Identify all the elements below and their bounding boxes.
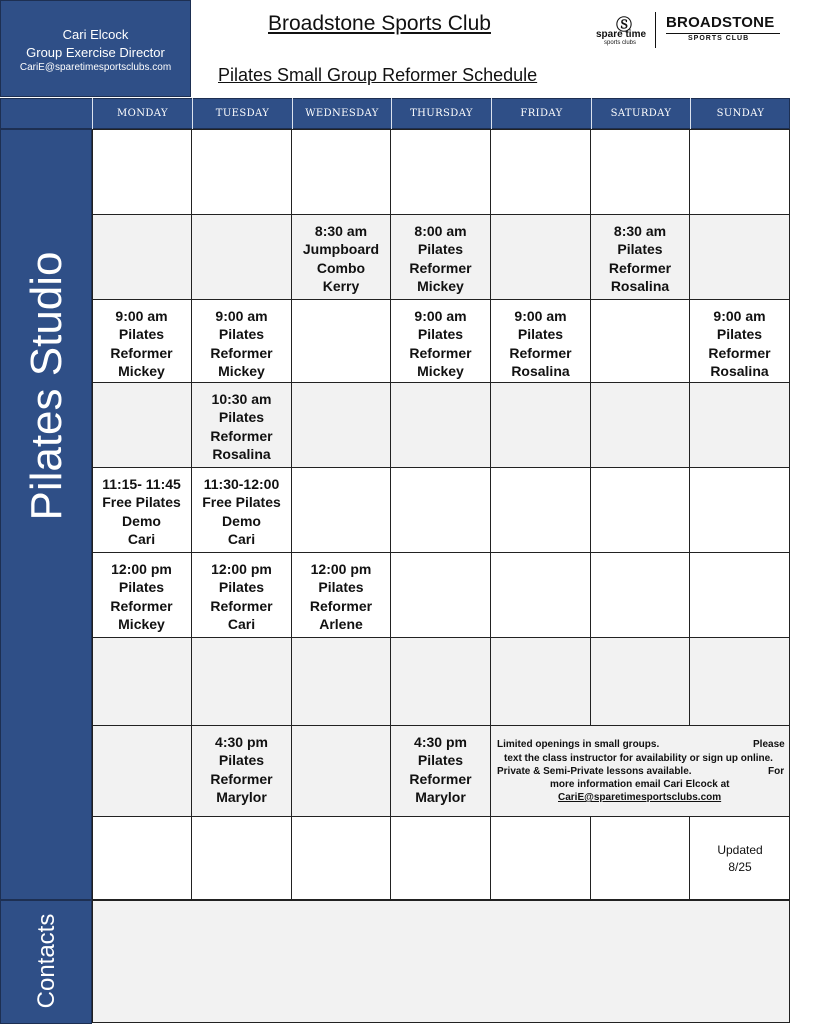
schedule-cell-tuesday-row9 bbox=[192, 817, 292, 900]
schedule-cell-wednesday-row8 bbox=[292, 726, 391, 817]
contact-title: Group Exercise Director bbox=[26, 45, 165, 60]
class-line: Rosalina bbox=[511, 362, 570, 379]
schedule-cell-friday-row2 bbox=[491, 215, 591, 300]
spare-time-text: spare time bbox=[596, 29, 647, 40]
updated-date: 8/25 bbox=[728, 860, 752, 874]
contact-email[interactable]: CariE@sparetimesportsclubs.com bbox=[19, 62, 172, 73]
schedule-cell-saturday-row5 bbox=[591, 468, 690, 553]
schedule-cell-tuesday-row8 bbox=[192, 726, 292, 817]
class-line: 9:00 am bbox=[115, 308, 168, 324]
class-line: Reformer bbox=[409, 770, 472, 787]
contact-box bbox=[0, 0, 191, 97]
class-line: 12:00 pm bbox=[310, 561, 372, 577]
schedule-cell-friday-row9 bbox=[491, 817, 591, 900]
note-email-link[interactable]: CariE@sparetimesportsclubs.com bbox=[558, 792, 722, 803]
class-line: 4:30 pm bbox=[215, 734, 268, 750]
schedule-cell-thursday-row2 bbox=[391, 215, 491, 300]
schedule-cell-wednesday-row7 bbox=[292, 638, 391, 726]
class-line: Pilates bbox=[118, 579, 165, 596]
class-line: Rosalina bbox=[610, 277, 670, 294]
class-line: 11:30-12:00 bbox=[203, 476, 280, 492]
updated-label: Updated bbox=[717, 843, 763, 857]
class-line: 9:00 am bbox=[215, 308, 268, 324]
class-line: 9:00 am bbox=[414, 308, 467, 324]
class-line: 12:00 pm bbox=[111, 561, 172, 577]
class-line: Pilates bbox=[417, 241, 464, 258]
schedule-cell-tuesday-row5 bbox=[192, 468, 292, 553]
class-line: Reformer bbox=[110, 344, 173, 361]
logo-divider bbox=[655, 12, 656, 48]
class-line: Reformer bbox=[309, 597, 373, 614]
class-line: 8:30 am bbox=[314, 223, 368, 239]
schedule-cell-wednesday-row3 bbox=[292, 300, 391, 383]
schedule-cell-wednesday-row2 bbox=[292, 215, 391, 300]
class-line: 9:00 am bbox=[713, 308, 766, 324]
class-line: Cari bbox=[227, 615, 256, 632]
class-line: Arlene bbox=[319, 615, 363, 632]
club-logo bbox=[588, 10, 788, 52]
schedule-cell-friday-row4 bbox=[491, 383, 591, 468]
studio-sidebar bbox=[0, 129, 92, 900]
note-line4: more information email Cari Elcock at bbox=[550, 779, 730, 790]
schedule-cell-monday-row7 bbox=[92, 638, 192, 726]
class-line: Reformer bbox=[708, 344, 771, 361]
schedule-cell-saturday-row3 bbox=[591, 300, 690, 383]
class-line: Rosalina bbox=[710, 362, 769, 379]
class-line: Marylor bbox=[216, 788, 267, 805]
class-line: Pilates bbox=[218, 579, 265, 596]
day-saturday: SATURDAY bbox=[591, 98, 690, 129]
studio-label: Pilates Studio bbox=[22, 251, 71, 521]
contacts-label: Contacts bbox=[33, 913, 60, 1009]
class-line: Reformer bbox=[110, 597, 173, 614]
schedule-cell-sunday-row4 bbox=[690, 383, 790, 468]
info-note bbox=[491, 726, 790, 816]
schedule-cell-monday-row3 bbox=[92, 300, 192, 383]
spare-time-sub: sports clubs bbox=[604, 40, 637, 46]
schedule-cell-thursday-row1 bbox=[391, 129, 491, 215]
class-line: Mickey bbox=[218, 362, 265, 379]
class-line: Reformer bbox=[210, 344, 273, 361]
schedule-cell-wednesday-row4 bbox=[292, 383, 391, 468]
note-line2: text the class instructor for availability or sign up online. bbox=[504, 753, 773, 764]
broadstone-text: BROADSTONE bbox=[666, 14, 775, 31]
class-line: Reformer bbox=[210, 770, 273, 787]
class-line: Reformer bbox=[409, 259, 472, 276]
broadstone-sub: SPORTS CLUB bbox=[688, 35, 750, 42]
class-line: 12:00 pm bbox=[211, 561, 272, 577]
schedule-cell-thursday-row5 bbox=[391, 468, 491, 553]
schedule-cell-monday-row2 bbox=[92, 215, 192, 300]
class-line: Reformer bbox=[608, 259, 672, 276]
note-line1b: Please bbox=[753, 739, 785, 750]
schedule-cell-thursday-row3 bbox=[391, 300, 491, 383]
class-line: Mickey bbox=[118, 362, 165, 379]
class-line: Mickey bbox=[118, 615, 165, 632]
contact-name: Cari Elcock bbox=[62, 27, 129, 42]
day-friday: FRIDAY bbox=[491, 98, 591, 129]
class-line: Cari bbox=[227, 530, 256, 547]
schedule-cell-friday-row3 bbox=[491, 300, 591, 383]
class-line: Pilates bbox=[218, 752, 265, 769]
schedule-cell-saturday-row2 bbox=[591, 215, 690, 300]
class-line: Pilates bbox=[517, 326, 564, 343]
schedule-cell-saturday-row4 bbox=[591, 383, 690, 468]
day-thursday: THURSDAY bbox=[391, 98, 491, 129]
class-line: Reformer bbox=[509, 344, 572, 361]
schedule-cell-sunday-row7 bbox=[690, 638, 790, 726]
schedule-cell-tuesday-row7 bbox=[192, 638, 292, 726]
updated-stamp bbox=[690, 842, 790, 876]
schedule-cell-monday-row5 bbox=[92, 468, 192, 553]
class-line: 10:30 am bbox=[211, 391, 272, 407]
schedule-cell-monday-row4 bbox=[92, 383, 192, 468]
schedule-cell-sunday-row2 bbox=[690, 215, 790, 300]
class-line: 8:00 am bbox=[414, 223, 467, 239]
class-line: Marylor bbox=[415, 788, 466, 805]
class-line: Combo bbox=[316, 259, 366, 276]
schedule-cell-saturday-row1 bbox=[591, 129, 690, 215]
schedule-cell-sunday-row1 bbox=[690, 129, 790, 215]
schedule-cell-tuesday-row2 bbox=[192, 215, 292, 300]
class-line: 11:15- 11:45 bbox=[102, 476, 181, 492]
schedule-cell-sunday-row3 bbox=[690, 300, 790, 383]
class-line: Pilates bbox=[318, 579, 364, 596]
class-line: Pilates bbox=[118, 326, 165, 343]
schedule-cell-wednesday-row1 bbox=[292, 129, 391, 215]
schedule-cell-wednesday-row6 bbox=[292, 553, 391, 638]
schedule-cell-saturday-row7 bbox=[591, 638, 690, 726]
day-sunday: SUNDAY bbox=[690, 98, 790, 129]
schedule-cell-tuesday-row4 bbox=[192, 383, 292, 468]
club-name: Broadstone Sports Club bbox=[268, 12, 491, 35]
schedule-cell-monday-row8 bbox=[92, 726, 192, 817]
class-line: 8:30 am bbox=[613, 223, 667, 239]
schedule-cell-wednesday-row5 bbox=[292, 468, 391, 553]
contacts-area bbox=[92, 900, 790, 1023]
schedule-cell-thursday-row8 bbox=[391, 726, 491, 817]
note-line3a: Private & Semi-Private lessons available. bbox=[497, 766, 692, 777]
schedule-cell-monday-row9 bbox=[92, 817, 192, 900]
class-line: Kerry bbox=[322, 277, 360, 294]
schedule-cell-tuesday-row3 bbox=[192, 300, 292, 383]
schedule-cell-wednesday-row9 bbox=[292, 817, 391, 900]
class-line: Pilates bbox=[417, 326, 464, 343]
class-line: Cari bbox=[127, 530, 156, 547]
schedule-cell-friday-row7 bbox=[491, 638, 591, 726]
class-line: Rosalina bbox=[212, 445, 271, 462]
class-line: Free Pilates bbox=[102, 494, 181, 511]
class-line: Demo bbox=[222, 512, 261, 529]
day-tuesday: TUESDAY bbox=[192, 98, 292, 129]
schedule-cell-monday-row1 bbox=[92, 129, 192, 215]
day-wednesday: WEDNESDAY bbox=[292, 98, 391, 129]
class-line: Jumpboard bbox=[302, 241, 380, 258]
note-line1a: Limited openings in small groups. bbox=[497, 739, 660, 750]
class-line: Free Pilates bbox=[202, 494, 281, 511]
class-line: Reformer bbox=[409, 344, 472, 361]
schedule-cell-saturday-row6 bbox=[591, 553, 690, 638]
class-line: Pilates bbox=[716, 326, 763, 343]
class-line: Mickey bbox=[417, 362, 464, 379]
schedule-cell-friday-row1 bbox=[491, 129, 591, 215]
schedule-cell-tuesday-row1 bbox=[192, 129, 292, 215]
schedule-cell-monday-row6 bbox=[92, 553, 192, 638]
contacts-sidebar bbox=[0, 900, 92, 1024]
class-line: Reformer bbox=[210, 597, 273, 614]
schedule-cell-friday-row5 bbox=[491, 468, 591, 553]
class-line: Pilates bbox=[218, 326, 265, 343]
class-line: 4:30 pm bbox=[414, 734, 467, 750]
class-line: Pilates bbox=[218, 409, 265, 426]
broadstone-underline bbox=[666, 33, 780, 34]
schedule-cell-thursday-row4 bbox=[391, 383, 491, 468]
schedule-cell-sunday-row6 bbox=[690, 553, 790, 638]
class-line: Demo bbox=[122, 512, 161, 529]
schedule-cell-thursday-row7 bbox=[391, 638, 491, 726]
schedule-cell-saturday-row9 bbox=[591, 817, 690, 900]
day-monday: MONDAY bbox=[92, 98, 192, 129]
class-line: Reformer bbox=[210, 427, 273, 444]
note-line3b: For bbox=[768, 766, 785, 777]
class-line: Pilates bbox=[617, 241, 663, 258]
schedule-cell-thursday-row6 bbox=[391, 553, 491, 638]
schedule-cell-sunday-row5 bbox=[690, 468, 790, 553]
schedule-cell-friday-row6 bbox=[491, 553, 591, 638]
schedule-cell-thursday-row9 bbox=[391, 817, 491, 900]
class-line: Mickey bbox=[417, 277, 464, 294]
schedule-cell-tuesday-row6 bbox=[192, 553, 292, 638]
class-line: 9:00 am bbox=[514, 308, 567, 324]
schedule-title: Pilates Small Group Reformer Schedule bbox=[218, 65, 538, 85]
class-line: Pilates bbox=[417, 752, 464, 769]
spare-time-logo-icon: Ⓢ bbox=[616, 17, 633, 34]
